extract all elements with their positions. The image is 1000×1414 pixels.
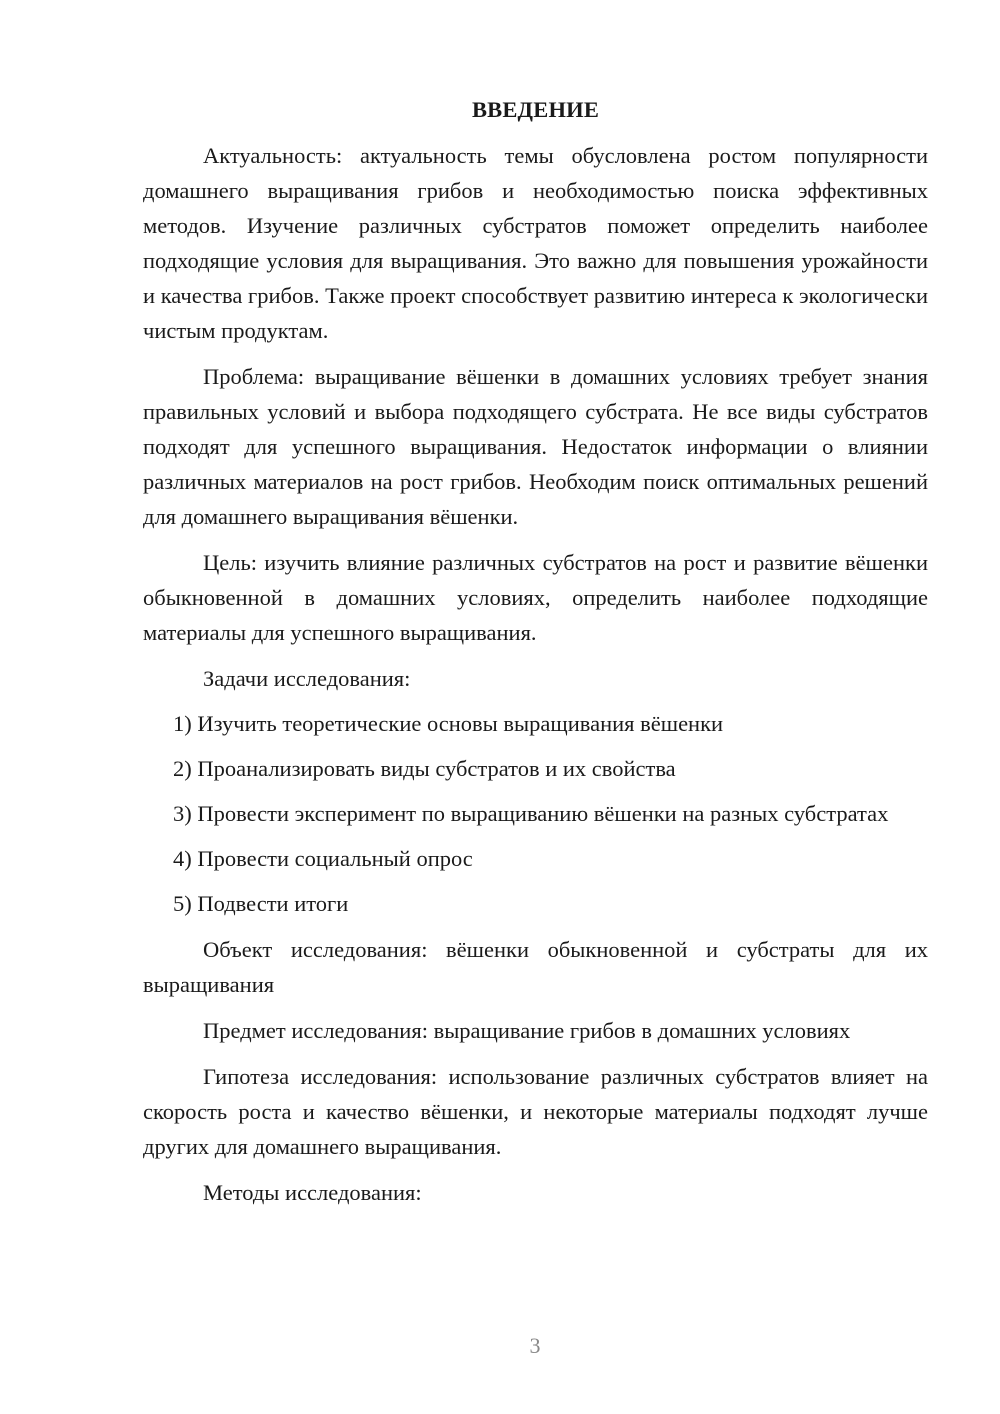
section-heading: ВВЕДЕНИЕ <box>471 97 600 122</box>
paragraph-relevance: Актуальность: актуальность темы обусловлена ростом популярности домашнего выращивания грибов и необходимостью поиска эффективных методов. Изучение различных субстратов поможет определить наиболее подходящие условия для выращивания. Это важно для повышения урожайности и качества грибов. Также проект способствует развитию интереса к экологически чистым продуктам. <box>143 143 928 343</box>
paragraph-object: Объект исследования: вёшенки обыкновенной и субстраты для их выращивания <box>143 937 928 997</box>
paragraph-goal: Цель: изучить влияние различных субстратов на рост и развитие вёшенки обыкновенной в домашних условиях, определить наиболее подходящие материалы для успешного выращивания. <box>143 550 928 645</box>
paragraph-hypothesis: Гипотеза исследования: использование различных субстратов влияет на скорость роста и качество вёшенки, и некоторые материалы подходят лучше других для домашнего выращивания. <box>143 1064 928 1159</box>
tasks-heading: Задачи исследования: <box>203 666 411 691</box>
page-number: 3 <box>529 1333 541 1358</box>
task-item-3: 3) Провести эксперимент по выращиванию вёшенки на разных субстратах <box>173 801 889 826</box>
paragraph-problem: Проблема: выращивание вёшенки в домашних условиях требует знания правильных условий и выбора подходящего субстрата. Не все виды субстратов подходят для успешного выращивания. Недостаток информации о влиянии различных материалов на рост грибов. Необходим поиск оптимальных решений для домашнего выращивания вёшенки. <box>143 364 928 529</box>
page-body <box>143 92 928 1210</box>
task-item-2: 2) Проанализировать виды субстратов и их свойства <box>173 756 676 781</box>
task-item-5: 5) Подвести итоги <box>173 891 349 916</box>
task-item-4: 4) Провести социальный опрос <box>173 846 473 871</box>
task-item-1: 1) Изучить теоретические основы выращивания вёшенки <box>173 711 724 736</box>
paragraph-methods: Методы исследования: <box>203 1180 422 1205</box>
paragraph-subject: Предмет исследования: выращивание грибов в домашних условиях <box>203 1018 851 1043</box>
